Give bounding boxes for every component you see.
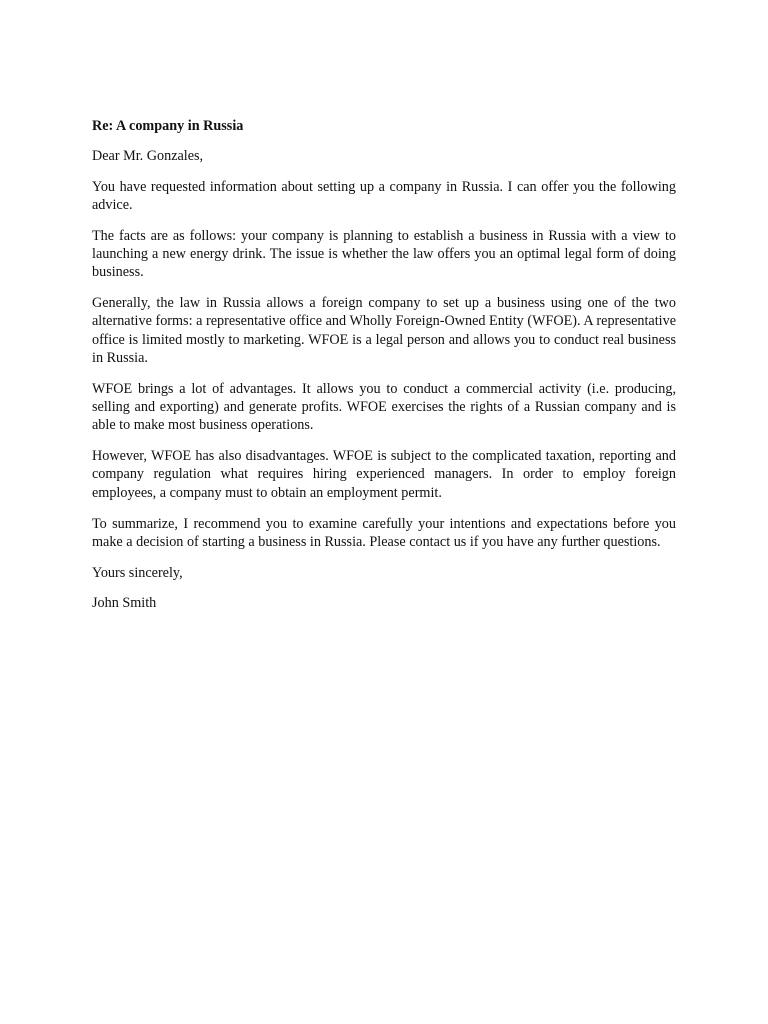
body-paragraph-3: Generally, the law in Russia allows a foreign company to set up a business using one of the two alternative forms: a representative office and Wholly Foreign-Owned Entity (WFOE). A representative office is limited mostly to marketing. WFOE is a legal person and allows you to conduct real business in Russia. [92,295,676,366]
letter-signature: John Smith [92,594,157,611]
body-paragraph-1: You have requested information about setting up a company in Russia. I can offer you the following advice. [92,178,676,213]
letter-salutation: Dear Mr. Gonzales, [92,148,204,165]
body-paragraph-6: To summarize, I recommend you to examine carefully your intentions and expectations before you make a decision of starting a business in Russia. Please contact us if you have any further questions. [92,515,676,550]
body-paragraph-5: However, WFOE has also disadvantages. WFOE is subject to the complicated taxation, reporting and company regulation what requires hiring experienced managers. In order to employ foreign employees, a company must to obtain an employment permit. [92,448,676,501]
letter-subject: Re: A company in Russia [92,118,244,134]
letter-closing: Yours sincerely, [92,564,183,581]
body-paragraph-4: WFOE brings a lot of advantages. It allows you to conduct a commercial activity (i.e. producing, selling and exporting) and generate profits. WFOE exercises the rights of a Russian company and is able to make most business operations. [92,380,676,434]
body-paragraph-2: The facts are as follows: your company is planning to establish a business in Russia with a view to launching a new energy drink. The issue is whether the law offers you an optimal legal form of doing business. [92,227,676,281]
